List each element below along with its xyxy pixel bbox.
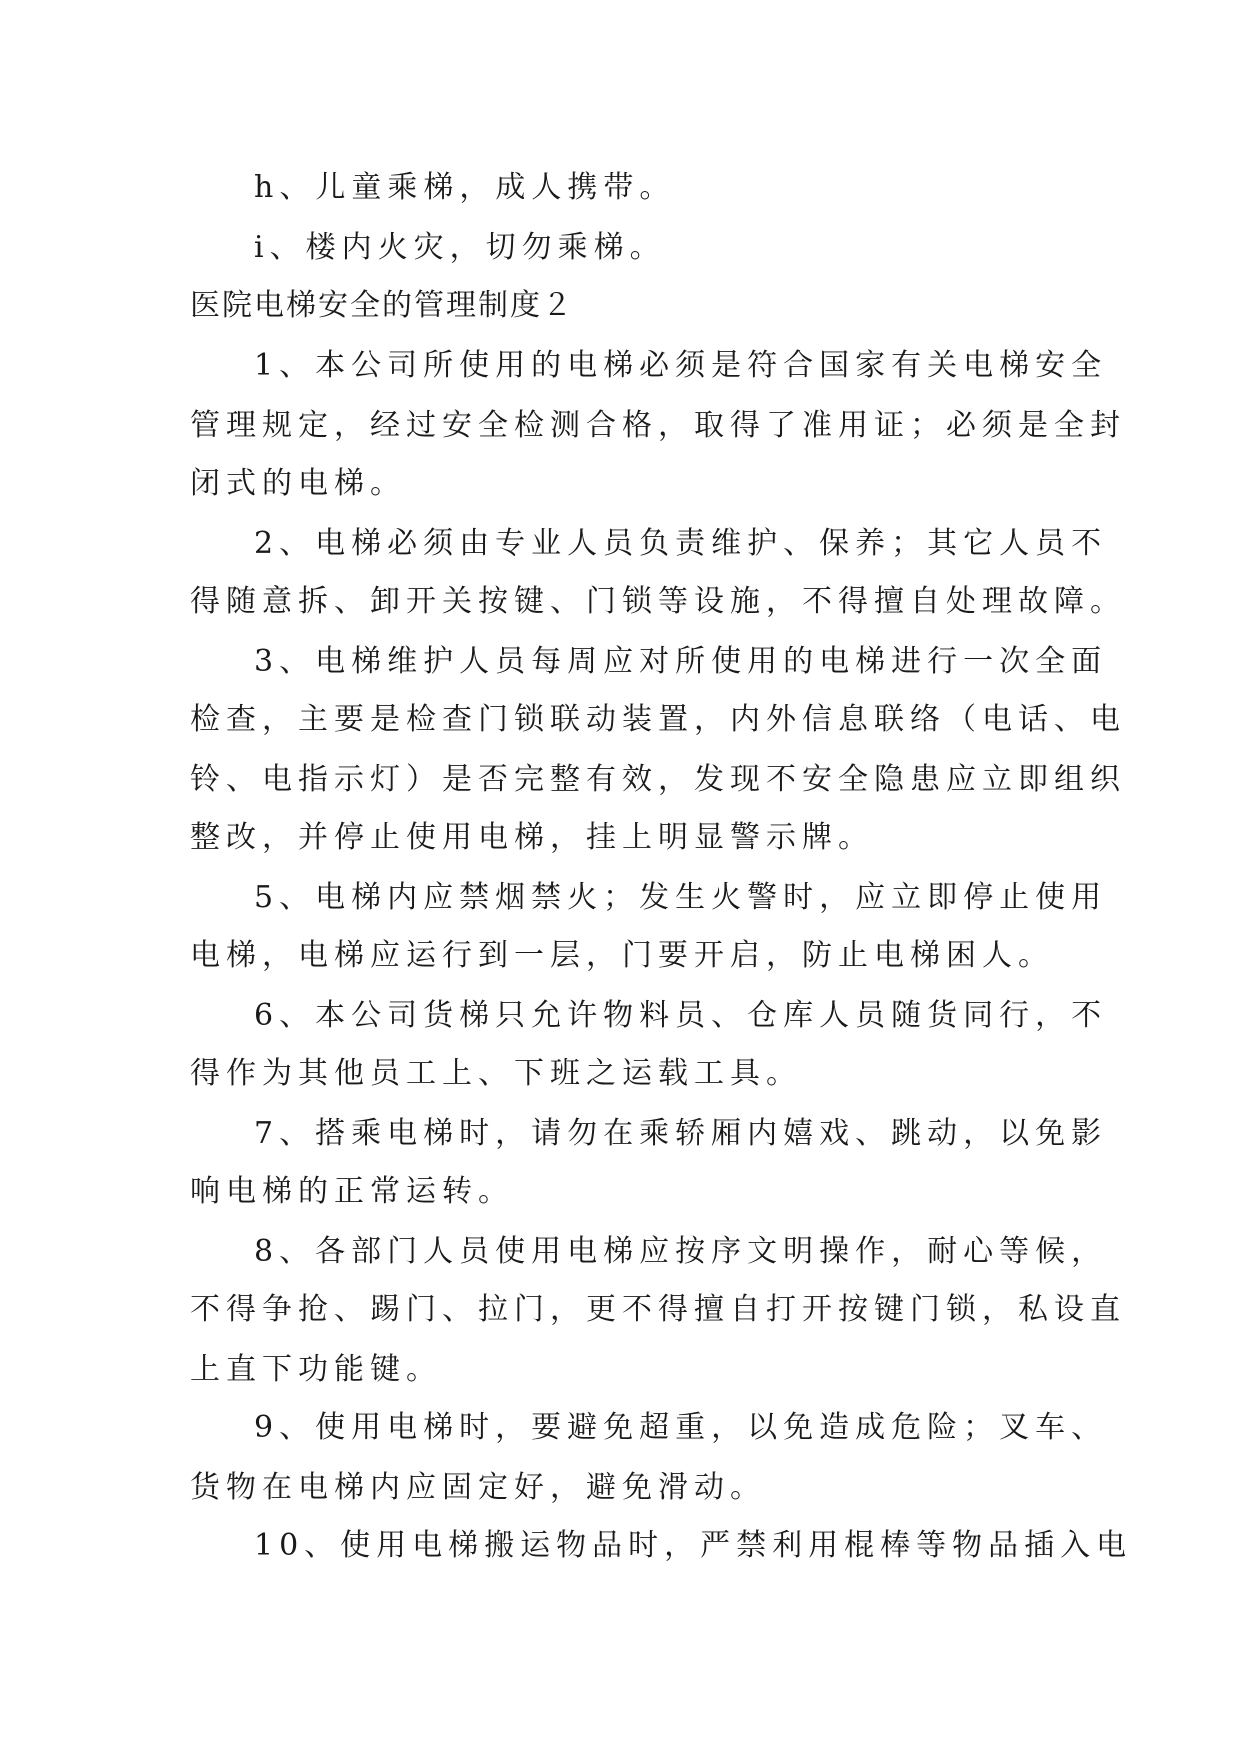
rule-8-line-1: 8、各部门人员使用电梯应按序文明操作，耐心等候， <box>254 1234 1108 1269</box>
rule-9-line-1: 9、使用电梯时，要避免超重，以免造成危险；叉车、 <box>254 1410 1108 1445</box>
rule-1-line-1: 1、本公司所使用的电梯必须是符合国家有关电梯安全 <box>254 348 1108 383</box>
rule-3-line-4: 整改，并停止使用电梯，挂上明显警示牌。 <box>190 820 874 855</box>
rule-3-line-1: 3、电梯维护人员每周应对所使用的电梯进行一次全面 <box>254 644 1108 679</box>
rule-7-line-2: 响电梯的正常运转。 <box>190 1174 514 1209</box>
rule-6-line-2: 得作为其他员工上、下班之运载工具。 <box>190 1056 802 1091</box>
rule-3-line-3: 铃、电指示灯）是否完整有效，发现不安全隐患应立即组织 <box>190 762 1126 797</box>
rule-item-h: h、儿童乘梯，成人携带。 <box>254 170 676 205</box>
rule-10-line-1: 10、使用电梯搬运物品时，严禁利用棍棒等物品插入电 <box>254 1528 1133 1563</box>
rule-5-line-1: 5、电梯内应禁烟禁火；发生火警时，应立即停止使用 <box>254 880 1108 915</box>
rule-item-i: i、楼内火灾，切勿乘梯。 <box>254 230 666 265</box>
rule-8-line-2: 不得争抢、踢门、拉门，更不得擅自打开按键门锁，私设直 <box>190 1292 1126 1327</box>
rule-1-line-3: 闭式的电梯。 <box>190 466 406 501</box>
rule-6-line-1: 6、本公司货梯只允许物料员、仓库人员随货同行，不 <box>254 998 1108 1033</box>
rule-9-line-2: 货物在电梯内应固定好，避免滑动。 <box>190 1470 766 1505</box>
rule-1-line-2: 管理规定，经过安全检测合格，取得了准用证；必须是全封 <box>190 408 1126 443</box>
rule-2-line-2: 得随意拆、卸开关按键、门锁等设施，不得擅自处理故障。 <box>190 584 1126 619</box>
rule-5-line-2: 电梯，电梯应运行到一层，门要开启，防止电梯困人。 <box>190 938 1054 973</box>
section-heading: 医院电梯安全的管理制度２ <box>190 288 574 323</box>
rule-7-line-1: 7、搭乘电梯时，请勿在乘轿厢内嬉戏、跳动，以免影 <box>254 1116 1108 1151</box>
rule-8-line-3: 上直下功能键。 <box>190 1352 442 1387</box>
rule-2-line-1: 2、电梯必须由专业人员负责维护、保养；其它人员不 <box>254 526 1108 561</box>
rule-3-line-2: 检查，主要是检查门锁联动装置，内外信息联络（电话、电 <box>190 702 1126 737</box>
